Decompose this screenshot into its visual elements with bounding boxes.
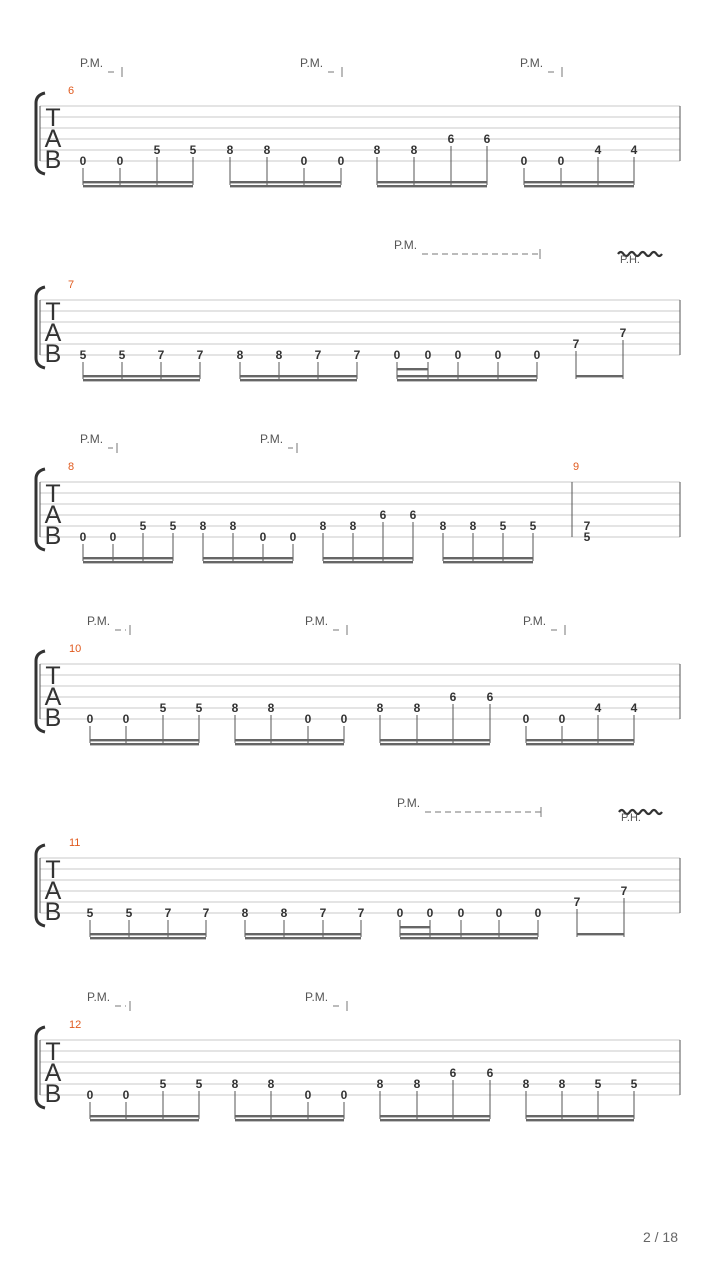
palm-mute-label: P.M.	[80, 432, 104, 446]
fret-number: 6	[409, 508, 417, 522]
fret-number: 8	[229, 519, 237, 533]
beam	[526, 743, 634, 745]
fret-number: 7	[583, 519, 591, 533]
beam	[235, 1119, 344, 1121]
fret-number: 5	[125, 906, 133, 920]
beam	[235, 1115, 344, 1117]
tab-clef-letter: B	[44, 1080, 62, 1108]
fret-number: 4	[630, 701, 638, 715]
fret-number: 7	[164, 906, 172, 920]
fret-number: 0	[86, 1088, 94, 1102]
beam	[380, 1115, 490, 1117]
fret-number: 5	[195, 701, 203, 715]
beam	[83, 379, 200, 381]
beam	[83, 557, 173, 559]
fret-number: 8	[236, 348, 244, 362]
fret-number: 0	[122, 1088, 130, 1102]
beam	[230, 181, 341, 183]
fret-number: 0	[122, 712, 130, 726]
beam	[323, 561, 413, 563]
tab-clef-letter: T	[45, 298, 61, 326]
beam	[397, 379, 537, 381]
palm-mute-label: P.M.	[87, 990, 111, 1004]
fret-number: 0	[558, 712, 566, 726]
beam	[245, 937, 361, 939]
beam	[90, 937, 206, 939]
fret-number: 0	[116, 154, 124, 168]
fret-number: 4	[630, 143, 638, 157]
fret-number: 8	[558, 1077, 566, 1091]
tab-clef-letter: A	[44, 125, 62, 153]
tab-clef-letter: T	[45, 480, 61, 508]
palm-mute-label: P.M.	[305, 614, 329, 628]
fret-number: 8	[226, 143, 234, 157]
beam	[524, 181, 634, 183]
fret-number: 8	[199, 519, 207, 533]
fret-number: 0	[457, 906, 465, 920]
pinch-harmonic-label: P.H.	[621, 812, 641, 824]
fret-number: 8	[280, 906, 288, 920]
fret-number: 0	[86, 712, 94, 726]
fret-number: 7	[157, 348, 165, 362]
beam	[90, 933, 206, 935]
fret-number: 8	[241, 906, 249, 920]
fret-number: 0	[520, 154, 528, 168]
fret-number: 8	[410, 143, 418, 157]
beam	[90, 743, 199, 745]
fret-number: 5	[159, 1077, 167, 1091]
fret-number: 8	[522, 1077, 530, 1091]
pinch-harmonic-label: P.H.	[620, 254, 640, 266]
palm-mute-label: P.M.	[300, 56, 324, 70]
beam	[83, 185, 193, 187]
fret-number: 7	[314, 348, 322, 362]
fret-number: 7	[572, 337, 580, 351]
tab-clef-letter: T	[45, 104, 61, 132]
fret-number: 8	[267, 701, 275, 715]
fret-number: 0	[495, 906, 503, 920]
fret-number: 5	[169, 519, 177, 533]
measure-number: 7	[68, 279, 75, 291]
measure-number: 12	[69, 1019, 82, 1031]
palm-mute-label: P.M.	[80, 56, 104, 70]
fret-number: 7	[357, 906, 365, 920]
tab-clef-letter: B	[44, 704, 62, 732]
fret-number: 8	[349, 519, 357, 533]
beam	[230, 185, 341, 187]
beam	[240, 379, 357, 381]
fret-number: 0	[424, 348, 432, 362]
beam	[90, 1119, 199, 1121]
fret-number: 0	[259, 530, 267, 544]
beam-partial	[397, 368, 428, 370]
beam	[203, 557, 293, 559]
fret-number: 8	[439, 519, 447, 533]
fret-number: 6	[486, 1066, 494, 1080]
fret-number: 7	[620, 884, 628, 898]
beam	[526, 739, 634, 741]
fret-number: 8	[376, 701, 384, 715]
fret-number: 7	[196, 348, 204, 362]
fret-number: 0	[340, 712, 348, 726]
fret-number: 5	[159, 701, 167, 715]
beam	[203, 561, 293, 563]
beam	[443, 557, 533, 559]
page-number: 2 / 18	[642, 1229, 678, 1245]
palm-mute-label: P.M.	[397, 796, 421, 810]
fret-number: 7	[619, 326, 627, 340]
fret-number: 7	[202, 906, 210, 920]
tab-clef-letter: A	[44, 501, 62, 529]
measure-number: 11	[69, 837, 81, 849]
fret-number: 0	[337, 154, 345, 168]
fret-number: 6	[449, 1066, 457, 1080]
tab-clef-letter: A	[44, 683, 62, 711]
fret-number: 5	[499, 519, 507, 533]
fret-number: 5	[79, 348, 87, 362]
beam	[397, 375, 537, 377]
tab-clef-letter: A	[44, 877, 62, 905]
beam	[400, 933, 538, 935]
fret-number: 0	[393, 348, 401, 362]
fret-number: 7	[573, 895, 581, 909]
fret-number: 0	[109, 530, 117, 544]
measure-number: 9	[573, 461, 580, 473]
fret-number: 6	[449, 690, 457, 704]
fret-number: 5	[583, 530, 591, 544]
beam	[235, 739, 344, 741]
fret-number: 7	[319, 906, 327, 920]
palm-mute-label: P.M.	[260, 432, 284, 446]
beam	[380, 739, 490, 741]
beam	[443, 561, 533, 563]
tab-clef-letter: B	[44, 898, 62, 926]
beam	[524, 185, 634, 187]
fret-number: 8	[275, 348, 283, 362]
fret-number: 5	[630, 1077, 638, 1091]
tab-clef-letter: B	[44, 340, 62, 368]
beam	[377, 181, 487, 183]
beam	[380, 743, 490, 745]
fret-number: 0	[522, 712, 530, 726]
fret-number: 8	[263, 143, 271, 157]
fret-number: 0	[300, 154, 308, 168]
tab-clef-letter: T	[45, 662, 61, 690]
fret-number: 0	[454, 348, 462, 362]
fret-number: 5	[189, 143, 197, 157]
fret-number: 0	[304, 712, 312, 726]
beam	[83, 375, 200, 377]
fret-number: 0	[426, 906, 434, 920]
beam	[235, 743, 344, 745]
beam	[577, 933, 624, 935]
beam	[245, 933, 361, 935]
beam	[90, 1115, 199, 1117]
tab-clef-letter: B	[44, 522, 62, 550]
palm-mute-label: P.M.	[394, 238, 418, 252]
fret-number: 0	[557, 154, 565, 168]
fret-number: 6	[483, 132, 491, 146]
fret-number: 4	[594, 701, 602, 715]
beam	[526, 1119, 634, 1121]
beam	[83, 181, 193, 183]
tab-clef-letter: A	[44, 1059, 62, 1087]
fret-number: 0	[534, 906, 542, 920]
fret-number: 5	[529, 519, 537, 533]
fret-number: 6	[379, 508, 387, 522]
fret-number: 6	[447, 132, 455, 146]
beam	[240, 375, 357, 377]
fret-number: 0	[79, 530, 87, 544]
fret-number: 8	[319, 519, 327, 533]
fret-number: 5	[139, 519, 147, 533]
beam	[377, 185, 487, 187]
palm-mute-label: P.M.	[87, 614, 111, 628]
beam-partial	[400, 926, 430, 928]
fret-number: 8	[267, 1077, 275, 1091]
fret-number: 5	[86, 906, 94, 920]
beam	[576, 375, 623, 377]
fret-number: 5	[594, 1077, 602, 1091]
measure-number: 6	[68, 85, 75, 97]
fret-number: 0	[79, 154, 87, 168]
fret-number: 0	[533, 348, 541, 362]
tab-clef-letter: B	[44, 146, 62, 174]
beam	[400, 937, 538, 939]
palm-mute-label: P.M.	[305, 990, 329, 1004]
fret-number: 8	[231, 1077, 239, 1091]
fret-number: 5	[118, 348, 126, 362]
fret-number: 0	[396, 906, 404, 920]
palm-mute-label: P.M.	[523, 614, 547, 628]
beam	[83, 561, 173, 563]
fret-number: 8	[413, 701, 421, 715]
tab-clef-letter: T	[45, 856, 61, 884]
fret-number: 0	[289, 530, 297, 544]
fret-number: 8	[376, 1077, 384, 1091]
fret-number: 8	[373, 143, 381, 157]
fret-number: 8	[469, 519, 477, 533]
fret-number: 8	[231, 701, 239, 715]
palm-mute-label: P.M.	[520, 56, 544, 70]
fret-number: 5	[195, 1077, 203, 1091]
measure-number: 8	[68, 461, 75, 473]
beam	[90, 739, 199, 741]
fret-number: 4	[594, 143, 602, 157]
fret-number: 0	[494, 348, 502, 362]
beam	[323, 557, 413, 559]
beam	[380, 1119, 490, 1121]
measure-number: 10	[69, 643, 82, 655]
fret-number: 8	[413, 1077, 421, 1091]
fret-number: 7	[353, 348, 361, 362]
fret-number: 5	[153, 143, 161, 157]
fret-number: 0	[340, 1088, 348, 1102]
tab-clef-letter: T	[45, 1038, 61, 1066]
fret-number: 0	[304, 1088, 312, 1102]
beam	[526, 1115, 634, 1117]
tab-clef-letter: A	[44, 319, 62, 347]
fret-number: 6	[486, 690, 494, 704]
